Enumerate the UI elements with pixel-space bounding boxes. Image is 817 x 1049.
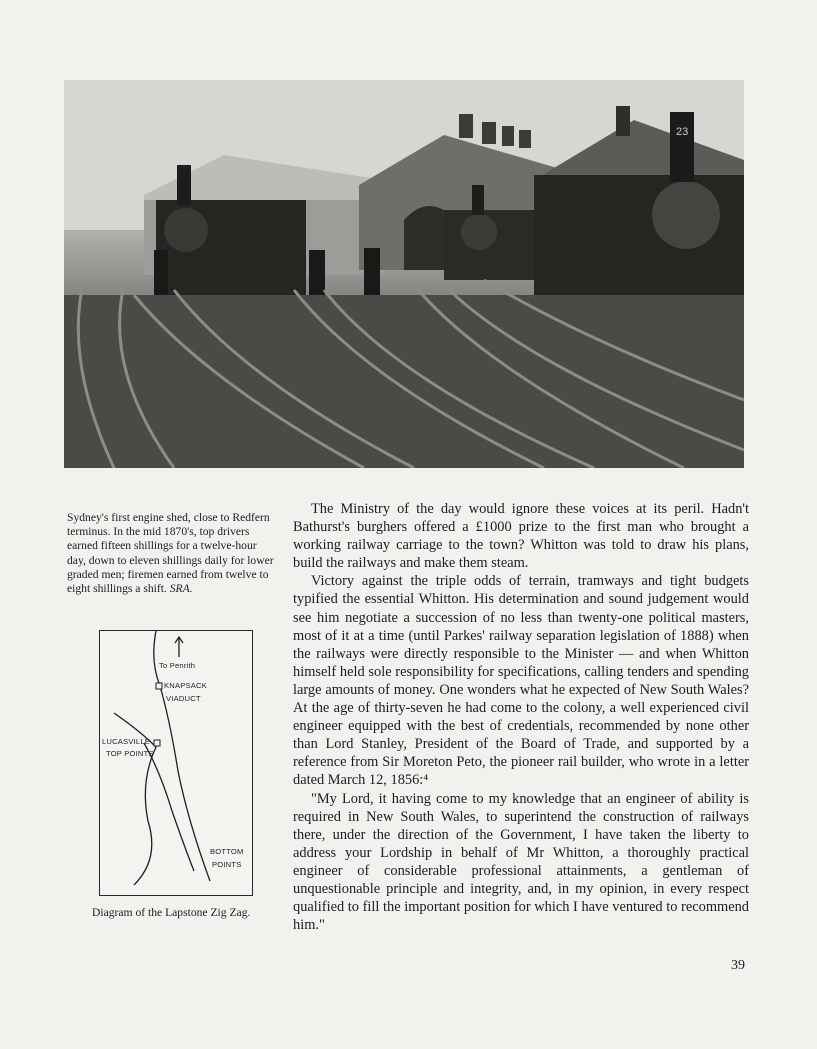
photo-caption [67,511,277,596]
engine-number: 23 [676,126,689,138]
photo-credit: SRA. [169,582,193,596]
paragraph-2: Victory against the triple odds of terrain, tramways and tight budgets typified the essential Whitton. His determination and sound judgement would see him negotiate a succession of no less than twenty-one political masters, most of it at a time (until Parkes' railway separation legislation of 1888) when the railways were directly responsible to the Minister — and when Whitton himself held sole responsibility for specifications, calling tenders and spending large amounts of money. One wonders what he expected of New South Wales? At the age of thirty-seven he had come to the colony, a well experienced civil engineer equipped with the best of credentials, recommended by none other than Lord Stanley, President of the Board of Trade, and supported by a reference from Sir Moreton Peto, the pioneer rail builder, who wrote in a letter dated March 12, 1856:⁴ [293,573,749,789]
engine-shed-photo [64,80,744,468]
diagram-label-to-penrith: To Penrith [159,661,196,670]
diagram-label-knapsack: KNAPSACK [164,681,207,690]
zig-zag-diagram [99,630,253,896]
page-number: 39 [731,958,745,973]
body-text [293,500,749,934]
diagram-caption: Diagram of the Lapstone Zig Zag. [92,906,251,919]
diagram-label-points: POINTS [212,860,242,869]
diagram-label-viaduct: VIADUCT [166,694,201,703]
diagram-label-lucasville: LUCASVILLE [102,737,151,746]
paragraph-3: "My Lord, it having come to my knowledge that an engineer of ability is required in New South Wales, to superintend the construction of railways there, under the direction of the Government, I have taken the liberty to address your Lordship in behalf of Mr Whitton, a thoroughly practical engineer of considerable professional attainments, a gentleman of unquestionable principle and integrity, and, in my opinion, in every respect qualified to fill the important position for which I have ventured to recommend him." [293,790,749,934]
diagram-label-top-points: TOP POINTS [106,749,154,758]
photo-caption-text: Sydney's first engine shed, close to Redfern terminus. In the mid 1870's, top drivers earned fifteen shillings for a twelve-hour day, down to eleven shillings daily for lower graded men; firemen earned from twelve to eight shillings a shift. [67,511,274,596]
paragraph-1: The Ministry of the day would ignore these voices at its peril. Hadn't Bathurst's burghers offered a £1000 prize to the first man who brought a working railway carriage to the town? Whitton was told to draw his plans, build the railways and make them steam. [293,501,749,572]
engine-shed-illustration [64,80,744,468]
diagram-label-bottom: BOTTOM [210,847,244,856]
